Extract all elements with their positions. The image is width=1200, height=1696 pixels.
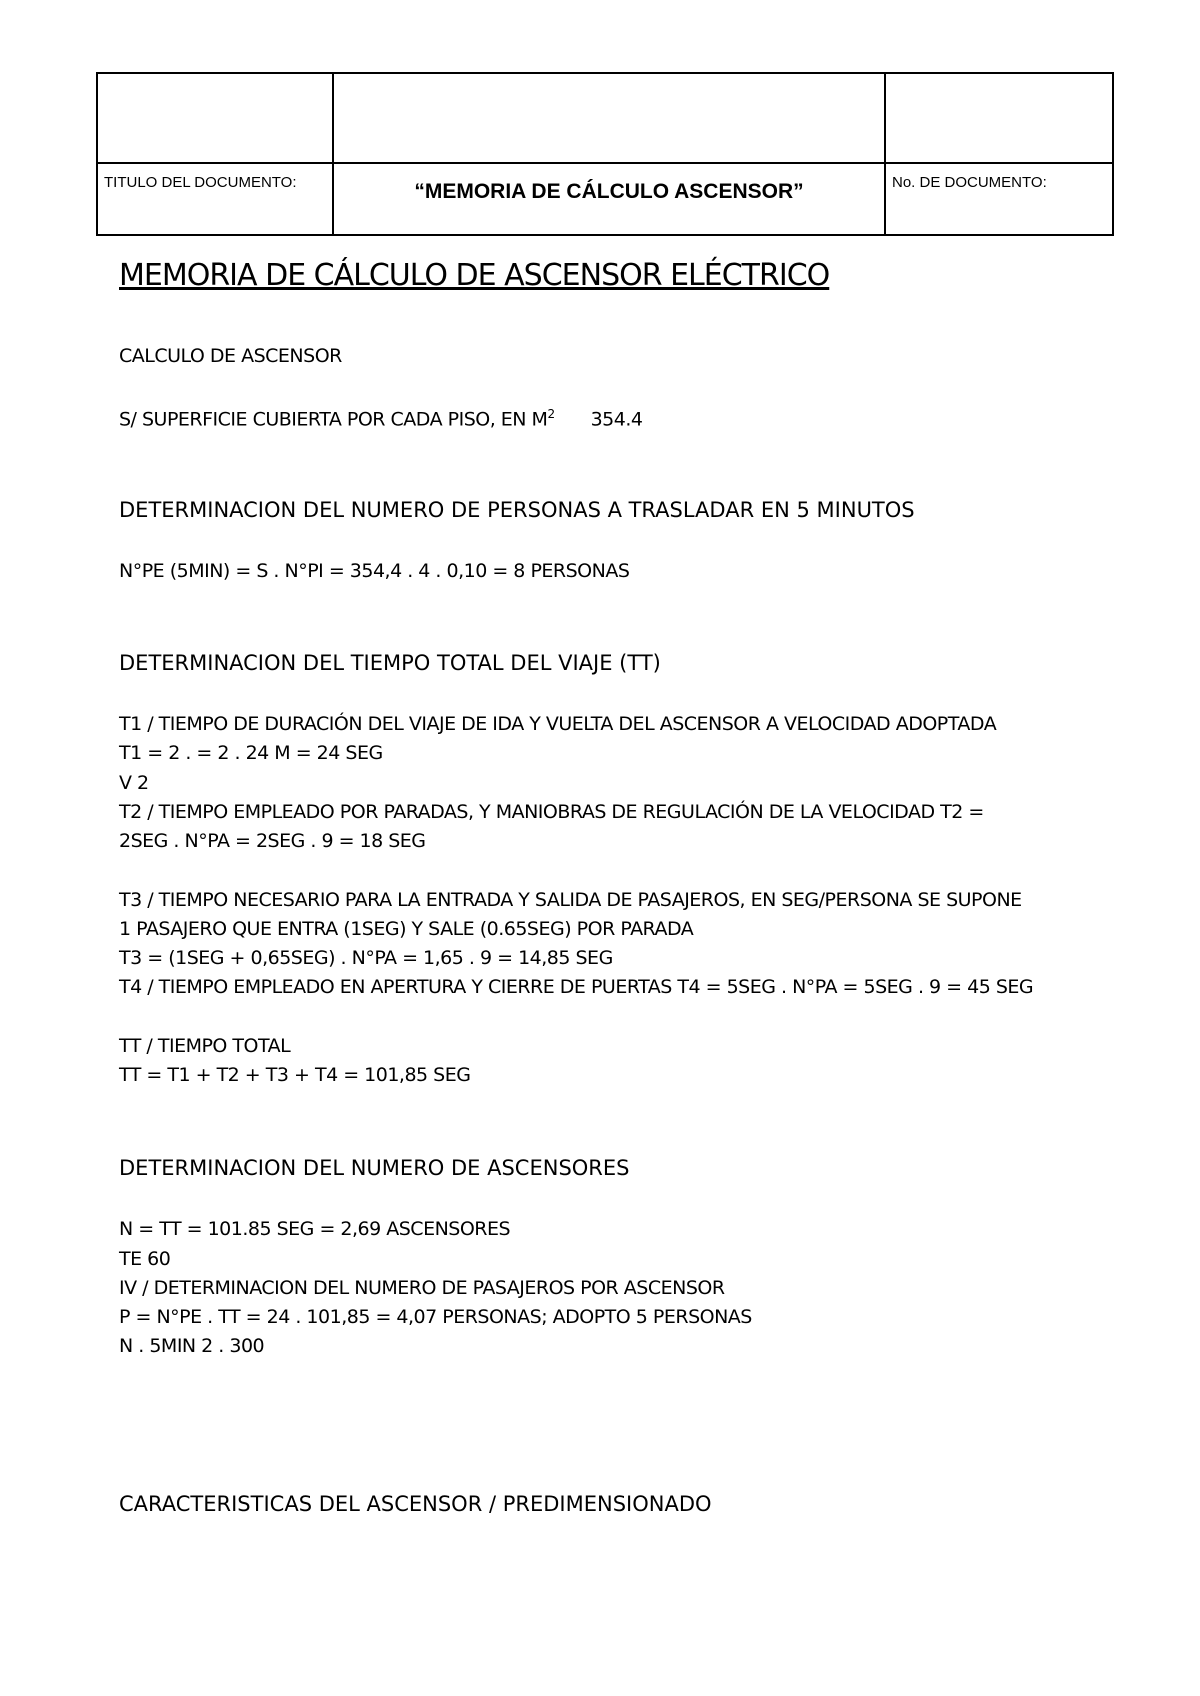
npe-formula: N°PE (5MIN) = S . N°PI = 354,4 . 4 . 0,10 = 8 PERSONAS [119,560,630,582]
document-number-caption: No. DE DOCUMENTO: [885,163,1113,235]
n-denominator: TE 60 [119,1248,171,1270]
t3-formula: T3 = (1SEG + 0,65SEG) . N°PA = 1,65 . 9 = 14,85 SEG [119,947,613,969]
tt-label: TT / TIEMPO TOTAL [119,1035,291,1057]
surface-line [119,407,643,430]
t2-description: T2 / TIEMPO EMPLEADO POR PARADAS, Y MANIOBRAS DE REGULACIÓN DE LA VELOCIDAD T2 = [119,801,984,823]
t1-formula: T1 = 2 . = 2 . 24 M = 24 SEG [119,742,383,764]
t1-denominator: V 2 [119,772,149,794]
tt-formula: TT = T1 + T2 + T3 + T4 = 101,85 SEG [119,1064,471,1086]
heading-tiempo: DETERMINACION DEL TIEMPO TOTAL DEL VIAJE (TT) [119,651,661,675]
section-calculo: CALCULO DE ASCENSOR [119,345,342,367]
t4-description: T4 / TIEMPO EMPLEADO EN APERTURA Y CIERRE DE PUERTAS T4 = 5SEG . N°PA = 5SEG . 9 = 45 SEG [119,976,1034,998]
main-title: MEMORIA DE CÁLCULO DE ASCENSOR ELÉCTRICO [119,258,830,293]
t3-description: T3 / TIEMPO NECESARIO PARA LA ENTRADA Y SALIDA DE PASAJEROS, EN SEG/PERSONA SE SUPONE [119,889,1022,911]
iv-line: IV / DETERMINACION DEL NUMERO DE PASAJEROS POR ASCENSOR [119,1277,725,1299]
surface-label: S/ SUPERFICIE CUBIERTA POR CADA PISO, EN M [119,408,548,431]
heading-ascensores: DETERMINACION DEL NUMERO DE ASCENSORES [119,1156,630,1180]
header-blank-cell-right [885,73,1113,163]
title-caption: TITULO DEL DOCUMENTO: [97,163,333,235]
p-formula: P = N°PE . TT = 24 . 101,85 = 4,07 PERSONAS; ADOPTO 5 PERSONAS [119,1306,752,1328]
header-blank-cell [333,73,885,163]
document-header-table [96,72,1114,236]
t3-description-2: 1 PASAJERO QUE ENTRA (1SEG) Y SALE (0.65SEG) POR PARADA [119,918,694,940]
document-title: “MEMORIA DE CÁLCULO ASCENSOR” [333,163,885,235]
t1-description: T1 / TIEMPO DE DURACIÓN DEL VIAJE DE IDA Y VUELTA DEL ASCENSOR A VELOCIDAD ADOPTADA [119,713,997,735]
heading-caracteristicas: CARACTERISTICAS DEL ASCENSOR / PREDIMENSIONADO [119,1492,712,1516]
n-formula: N = TT = 101.85 SEG = 2,69 ASCENSORES [119,1218,511,1240]
p-denominator: N . 5MIN 2 . 300 [119,1335,265,1357]
heading-personas: DETERMINACION DEL NUMERO DE PERSONAS A TRASLADAR EN 5 MINUTOS [119,498,915,522]
surface-value: 354.4 [590,408,643,431]
logo-cell [97,73,333,163]
surface-superscript: 2 [547,407,555,421]
t2-formula: 2SEG . N°PA = 2SEG . 9 = 18 SEG [119,830,426,852]
